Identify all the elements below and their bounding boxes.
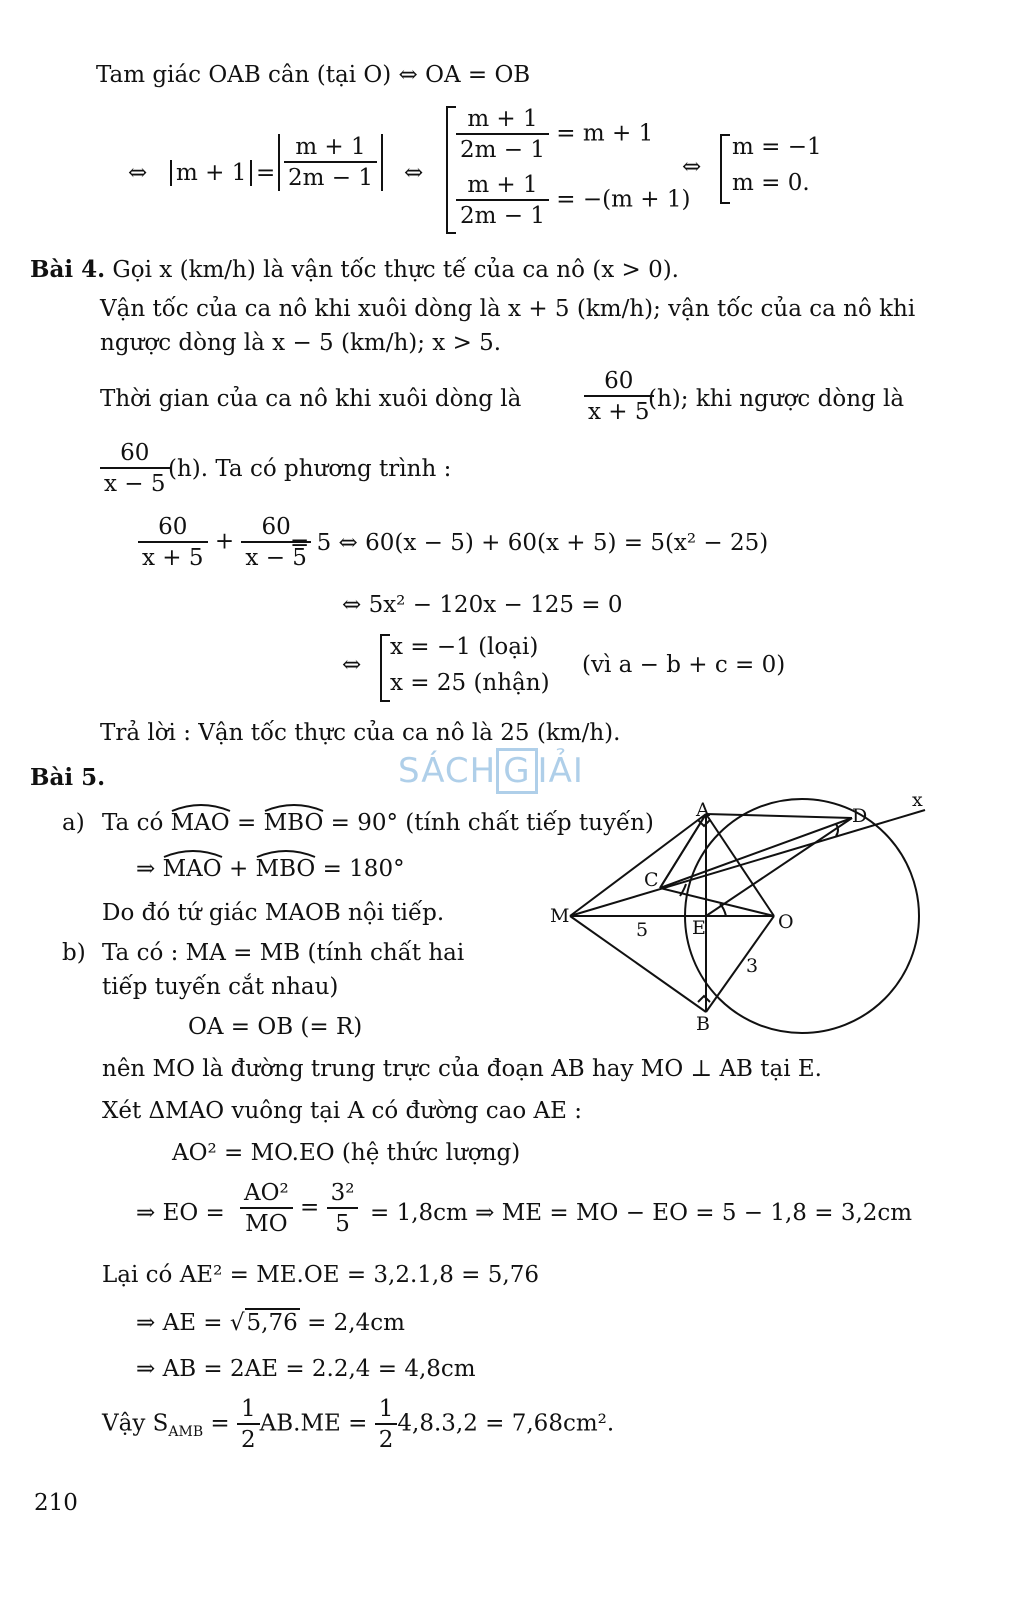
part-b-line1: Ta có : MA = MB (tính chất hai	[102, 940, 465, 966]
root-1: x = −1 (loại)	[390, 634, 539, 660]
segment-cd	[660, 818, 852, 888]
angle-mark-e	[720, 904, 726, 916]
part-b-label: b)	[62, 940, 86, 966]
iff-symbol-4: ⇔	[342, 652, 362, 678]
part-b-line6: AO² = MO.EO (hệ thức lượng)	[172, 1140, 521, 1166]
label-five: 5	[636, 919, 649, 941]
iff-symbol: ⇔	[128, 160, 148, 186]
segment-co	[660, 888, 774, 916]
label-x: x	[912, 789, 923, 811]
bai4-para1b: ngược dòng là x − 5 (km/h); x > 5.	[100, 330, 502, 356]
part-b-line10: ⇒ AB = 2AE = 2.2,4 = 4,8cm	[136, 1356, 476, 1382]
bai4-frac-downstream: $\frac{60}{x + 5}$	[584, 368, 654, 425]
equation-quadratic: ⇔ 5x² − 120x − 125 = 0	[342, 592, 623, 618]
bai5-label: Bài 5.	[30, 764, 106, 791]
sqrt-value: 5,76	[246, 1310, 298, 1336]
system-bracket	[446, 106, 456, 234]
label-c: C	[644, 869, 659, 891]
bai4-intro: Gọi x (km/h) là vận tốc thực tế của ca nô (x > 0).	[112, 257, 679, 283]
geometry-figure	[540, 786, 940, 1046]
watermark-logo: SÁCH G IẢI	[398, 748, 584, 794]
frac-denominator: 2m − 1	[284, 161, 377, 191]
part-a-line2: ⇒ MAO + MBO = 180°	[136, 856, 405, 882]
part-b-line2: tiếp tuyến cắt nhau)	[102, 974, 339, 1000]
part-b-area: Vậy $S_{AMB}$ = $\frac{1}{2}$ AB.ME = $\frac{1}{2}$ 4,8.3,2 = 7,68cm².	[102, 1396, 615, 1453]
roots-bracket	[380, 634, 390, 702]
vieta-note: (vì a − b + c = 0)	[582, 652, 786, 678]
part-b-eo-result: = 1,8cm ⇒ ME = MO − EO = 5 − 1,8 = 3,2cm	[370, 1200, 913, 1226]
bai4-para3b: (h). Ta có phương trình :	[168, 456, 452, 482]
abs-right-fraction	[278, 134, 383, 191]
segment-ad	[706, 814, 852, 818]
equation-rhs: = 5 ⇔ 60(x − 5) + 60(x + 5) = 5(x² − 25)	[290, 530, 769, 556]
result-m1: m = −1	[732, 134, 822, 160]
abs-left: m + 1	[170, 160, 252, 186]
part-a-line1: Ta có MAO = MBO = 90° (tính chất tiếp tuyến)	[102, 810, 654, 836]
bai4-para2a: Thời gian của ca nô khi xuôi dòng là	[100, 386, 522, 412]
angle-mark-d	[836, 824, 838, 836]
segment-ed	[706, 818, 852, 916]
system-eq2: $\frac{m + 1}{2m - 1}$ = −(m + 1)	[456, 172, 690, 229]
part-a-line3: Do đó tứ giác MAOB nội tiếp.	[102, 900, 445, 926]
label-m: M	[550, 905, 570, 927]
page-number: 210	[34, 1490, 78, 1516]
result-bracket	[720, 134, 730, 204]
part-b-eo-label: ⇒ EO =	[136, 1200, 225, 1226]
label-d: D	[852, 805, 868, 827]
bai4-label: Bài 4.	[30, 256, 106, 283]
bai4-answer: Trả lời : Vận tốc thực của ca nô là 25 (km/h).	[100, 720, 621, 746]
result-m2: m = 0.	[732, 170, 810, 196]
part-b-eo-fractions: $\frac{\text{AO²}}{MO}$ = $\frac{\text{3²}}{5}$	[240, 1180, 358, 1237]
label-b: B	[696, 1013, 710, 1035]
root-2: x = 25 (nhận)	[390, 670, 550, 696]
label-three: 3	[746, 955, 759, 977]
part-a-label: a)	[62, 810, 85, 836]
bai4-para1a: Vận tốc của ca nô khi xuôi dòng là x + 5 (km/h); vận tốc của ca nô khi	[100, 296, 916, 322]
equation-fractions: $\frac{60}{x + 5}$ + $\frac{60}{x - 5}$	[138, 514, 311, 571]
label-o: O	[778, 911, 794, 933]
frac-numerator: m + 1	[295, 134, 366, 160]
bai4-para2b: (h); khi ngược dòng là	[648, 386, 905, 412]
right-angle-b	[698, 996, 710, 1002]
label-e: E	[692, 917, 706, 939]
label-a: A	[696, 799, 710, 821]
part-b-line4: nên MO là đường trung trực của đoạn AB hay MO ⊥ AB tại E.	[102, 1056, 822, 1082]
part-b-line8: Lại có AE² = ME.OE = 3,2.1,8 = 5,76	[102, 1262, 539, 1288]
iff-symbol-3: ⇔	[682, 154, 702, 180]
system-eq1: $\frac{m + 1}{2m - 1}$ = m + 1	[456, 106, 653, 163]
ray-mx	[570, 810, 925, 916]
part-b-line9: ⇒ AE = √5,76 = 2,4cm	[136, 1310, 405, 1336]
part-b-line3: OA = OB (= R)	[188, 1014, 363, 1040]
segment-ob	[706, 916, 774, 1012]
bai4-heading	[30, 256, 679, 283]
bai4-frac-upstream: $\frac{60}{x - 5}$	[100, 440, 170, 497]
iff-symbol-2: ⇔	[404, 160, 424, 186]
part-b-line5: Xét ΔMAO vuông tại A có đường cao AE :	[102, 1098, 583, 1124]
line-triangle-isosceles: Tam giác OAB cân (tại O) ⇔ OA = OB	[96, 62, 531, 88]
